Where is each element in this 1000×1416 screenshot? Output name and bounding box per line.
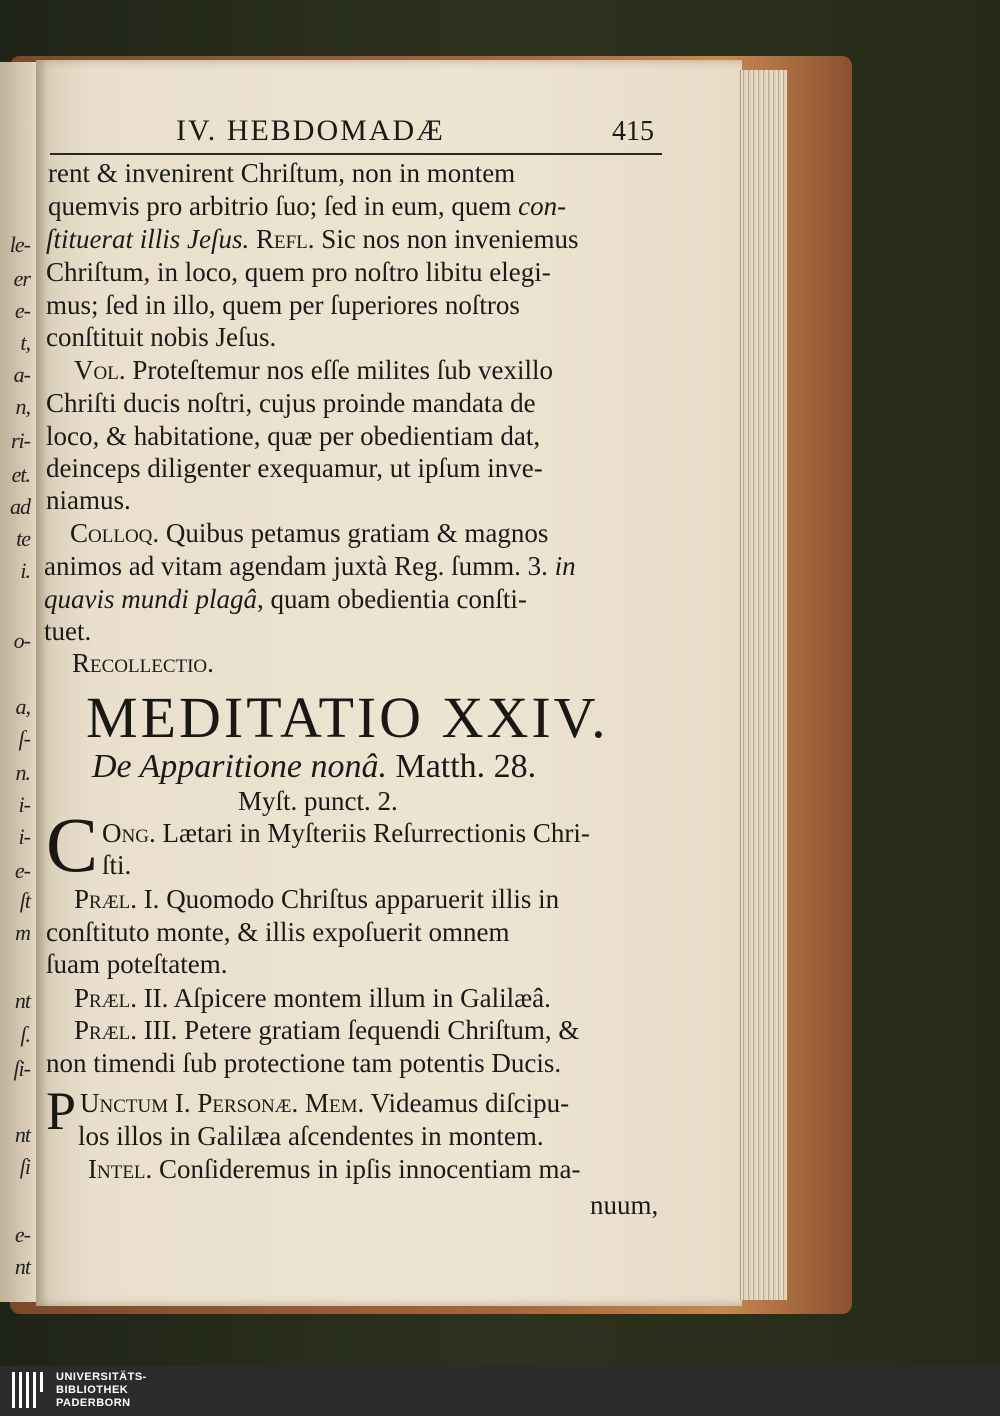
text-line: non timendi ſub protectione tam potentis Ducis.: [46, 1048, 562, 1078]
margin-fragment: ſ.: [20, 1022, 30, 1047]
margin-fragment: ſ-: [18, 726, 30, 751]
page-fore-edge: [740, 70, 787, 1300]
text-line: Præl. I. Quomodo Chriſtus apparuerit illis in: [74, 884, 560, 914]
margin-fragment: a-: [13, 362, 30, 387]
mystery-point: Myſt. punct. 2.: [238, 786, 398, 816]
page-number: 415: [612, 116, 654, 147]
text-line: animos ad vitam agendam juxtà Reg. ſumm. 3. in: [44, 551, 576, 581]
margin-fragment: nt: [14, 988, 30, 1013]
margin-fragment: te: [16, 526, 30, 551]
margin-fragment: t,: [20, 330, 30, 355]
margin-fragment: er: [13, 266, 30, 291]
text-line: Vol. Proteſtemur nos eſſe milites ſub vexillo: [74, 355, 554, 385]
margin-fragment: ad: [10, 494, 30, 519]
margin-fragment: ſi-: [13, 1056, 30, 1081]
margin-fragment: o-: [13, 628, 30, 653]
margin-fragment: et.: [11, 462, 30, 487]
previous-page-edge: [0, 62, 38, 1302]
text-line: Ong. Lætari in Myſteriis Reſurrectionis Chri-: [102, 818, 590, 848]
margin-fragment: e-: [14, 298, 30, 323]
margin-fragment: m: [15, 920, 30, 945]
margin-fragment: i-: [18, 792, 30, 817]
text-line: Colloq. Quibus petamus gratiam & magnos: [70, 518, 549, 548]
library-logo-icon: [12, 1372, 44, 1408]
text-line: Unctum I. Personæ. Mem. Videamus diſcipu-: [80, 1088, 570, 1118]
text-line: Præl. II. Aſpicere montem illum in Galilæâ.: [74, 983, 551, 1013]
margin-fragment: ſt: [19, 888, 30, 913]
text-line: Præl. III. Petere gratiam ſequendi Chriſtum, &: [74, 1015, 580, 1045]
margin-fragment: i-: [18, 824, 30, 849]
margin-fragment: nt: [14, 1122, 30, 1147]
drop-cap-p: P: [46, 1081, 77, 1141]
margin-fragment: le-: [9, 232, 30, 257]
text-line: Intel. Conſideremus in ipſis innocentiam ma-: [88, 1154, 581, 1184]
meditation-subtitle: De Apparitione nonâ. Matth. 28.: [92, 748, 537, 785]
margin-fragment: e-: [14, 858, 30, 883]
margin-fragment: e-: [14, 1222, 30, 1247]
text-line: ſti.: [102, 850, 132, 880]
drop-cap-c: C: [46, 801, 99, 888]
text-line: ſuam poteſtatem.: [46, 949, 228, 979]
text-line: tuet.: [44, 616, 92, 646]
text-line: rent & invenirent Chriſtum, non in montem: [48, 158, 516, 188]
margin-fragment: ri-: [11, 428, 30, 453]
catchword: nuum,: [590, 1190, 659, 1220]
text-line: quavis mundi plagâ, quam obedientia conſti-: [44, 584, 527, 614]
text-line: conſtituit nobis Jeſus.: [46, 322, 277, 352]
library-name: UNIVERSITÄTS- BIBLIOTHEK PADERBORN: [56, 1371, 147, 1409]
text-line: Chriſtum, in loco, quem pro noſtro libitu elegi-: [46, 257, 551, 287]
running-title: IV. HEBDOMADÆ: [176, 114, 445, 147]
text-line: quemvis pro arbitrio ſuo; ſed in eum, quem con-: [48, 191, 567, 221]
text-line: deinceps diligenter exequamur, ut ipſum inve-: [46, 453, 543, 483]
text-line: niamus.: [46, 485, 131, 515]
text-line: los illos in Galilæa aſcendentes in montem.: [78, 1121, 544, 1151]
margin-fragment: n,: [15, 394, 30, 419]
text-line: conſtituto monte, & illis expoſuerit omnem: [46, 917, 510, 947]
margin-fragment: n.: [15, 760, 30, 785]
margin-fragment: i.: [20, 558, 30, 583]
text-line: ſtituerat illis Jeſus. Refl. Sic nos non inveniemus: [46, 224, 579, 254]
text-line: Chriſti ducis noſtri, cujus proinde mandata de: [46, 388, 536, 418]
margin-fragment: ſi: [19, 1154, 30, 1179]
library-footer: [0, 1366, 1000, 1416]
header-rule: [50, 153, 662, 155]
margin-fragment: nt: [14, 1254, 30, 1279]
meditation-title: MEDITATIO XXIV.: [86, 685, 609, 750]
text-line: loco, & habitatione, quæ per obedientiam dat,: [46, 421, 541, 451]
margin-fragment: a,: [15, 694, 30, 719]
recollectio-heading: Recollectio.: [72, 648, 214, 678]
text-line: mus; ſed in illo, quem per ſuperiores noſtros: [46, 290, 520, 320]
